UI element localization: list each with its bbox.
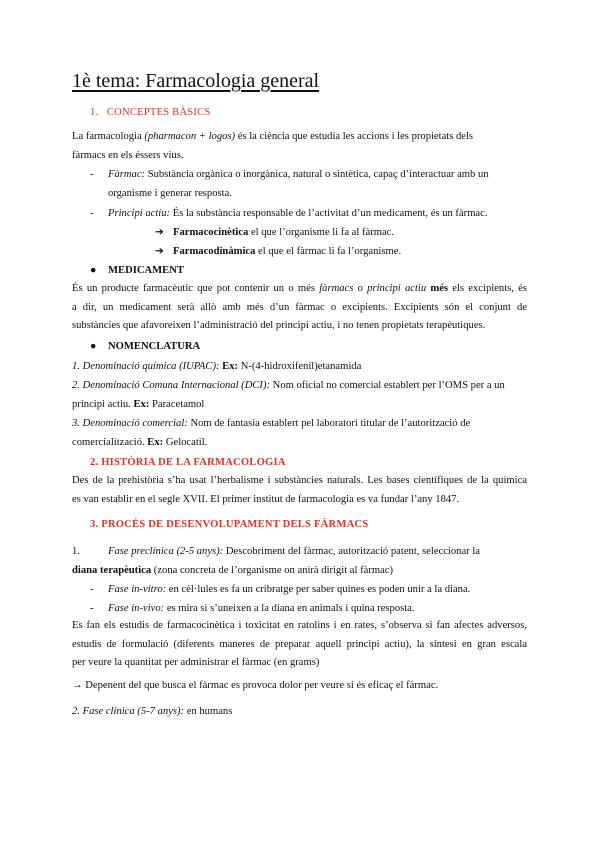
nomenclatura-heading: NOMENCLATURA [108, 341, 201, 352]
fase-in-vivo [108, 602, 415, 616]
phase-label: 2. Fase clínica (5-7 anys): [72, 706, 185, 717]
farmacocinetica-item [173, 226, 394, 240]
item-text: Nom de fantasia establert pel laboratori titular de l’autorització de [187, 418, 471, 429]
phase-text: es mira si s’uneixen a la diana en animals i quina resposta. [164, 603, 415, 614]
item-text: el que el fàrmac li fa l’organisme. [255, 246, 402, 257]
nomenclature-item-1 [72, 360, 361, 374]
page-title: 1è tema: Farmacologia general [72, 70, 320, 92]
definition-text: Substància orgànica o inorgànica, natural o sintètica, capaç d’interactuar amb un [145, 169, 489, 180]
definition-text: És la substància responsable de l’activitat d’un medicament, és un fàrmac. [170, 208, 488, 219]
dash-bullet: - [90, 208, 94, 219]
item-label: 3. Denominació comercial: [72, 418, 188, 429]
section-1-heading [90, 106, 210, 120]
medicament-line-2: a dir, un medicament serà allò amb més d’un fàrmac o excipients. Excipients són el conjunt de [72, 301, 527, 313]
emphasis: més [426, 283, 449, 294]
arrow-note: → Depenent del que busca el fàrmac es provoca dolor per veure si és eficaç el fàrmac. [72, 680, 439, 691]
section-1-title: CONCEPTES BÀSICS [106, 107, 211, 118]
intro-text: La farmacologia [72, 131, 145, 142]
phase-1-line [108, 545, 480, 559]
item-text: N-(4-hidroxifenil)etanamida [238, 361, 362, 372]
medicament-line-1 [72, 280, 527, 299]
section-2-heading: 2. HISTÒRIA DE LA FARMACOLOGIA [90, 457, 286, 468]
text: o [353, 283, 368, 294]
studies-line-2: estudis de formulació (diferents maneres de preparar aquell principi actiu), la síntesi en gran escala [72, 638, 527, 650]
item-text: comercialització. [72, 437, 148, 448]
item-label: 1. Denominació química (IUPAC): [72, 361, 220, 372]
phase-label: Fase in-vitro: [108, 584, 167, 595]
dash-bullet: - [90, 584, 94, 595]
definition-principi-actiu [108, 207, 487, 221]
intro-text: és la ciència que estudia les accions i les propietats dels [235, 131, 474, 142]
dash-bullet: - [90, 603, 94, 614]
history-paragraph [72, 472, 527, 509]
item-text: Nom oficial no comercial establert per l’OMS per a un [270, 380, 505, 391]
arrow-bullet-icon: ➔ [155, 246, 164, 257]
text: És un producte farmacèutic que pot contenir un o més [72, 283, 320, 294]
definition-farmac-cont: organisme i generar resposta. [108, 188, 232, 199]
section-3-heading: 3. PROCÉS DE DESENVOLUPAMENT DELS FÀRMACS [90, 519, 369, 530]
intro-etymology: (pharmacon + logos) [144, 131, 236, 142]
phase-text: en humans [184, 706, 233, 717]
item-text: principi actiu. [72, 399, 134, 410]
example-label: Ex: [219, 361, 239, 372]
item-label: 2. Denominació Comuna Internacional (DCI): [72, 380, 271, 391]
dot-bullet: ● [90, 265, 97, 276]
text: els excipients, és [448, 283, 527, 294]
definition-farmac [108, 168, 489, 182]
item-text: el que l’organisme li fa al fàrmac. [248, 227, 395, 238]
item-text: Gelocatil. [163, 437, 208, 448]
term-farmacocinetica: Farmacocinètica [173, 227, 249, 238]
term-farmac: Fàrmac: [108, 169, 146, 180]
phase-2-line [72, 705, 232, 719]
phase-text: en cèl·lules es fa un cribratge per saber quines es poden unir a la diana. [166, 584, 471, 595]
phase-1-number: 1. [72, 546, 80, 557]
term-farmacodinamica: Farmacodinàmica [173, 246, 256, 257]
dash-bullet: - [90, 169, 94, 180]
phase-1-line-2 [72, 564, 393, 578]
phase-text: Descobriment del fàrmac, autorització patent, seleccionar la [223, 546, 480, 557]
item-text: Paracetamol [149, 399, 205, 410]
arrow-bullet-icon: ➔ [155, 227, 164, 238]
term: fàrmacs [319, 283, 354, 294]
example-label: Ex: [147, 437, 164, 448]
studies-line-1: Es fan els estudis de farmacocinètica i toxicitat en ratolins i en rates, s’observa si fan afectes adversos, [72, 620, 527, 631]
example-label: Ex: [133, 399, 150, 410]
medicament-line-3: substàncies que afavoreixen l’administració del principi actiu, i no tenen propietats terapèutiques. [72, 320, 486, 331]
intro-line-2: fàrmacs en els éssers vius. [72, 150, 184, 161]
nomenclature-item-2 [72, 379, 505, 393]
studies-paragraph [72, 617, 527, 673]
term: principi actiu [367, 283, 427, 294]
term-principi-actiu: Principi actiu: [108, 208, 171, 219]
fase-in-vitro [108, 583, 470, 597]
farmacodinamica-item [173, 245, 401, 259]
phase-text: (zona concreta de l’organisme on anirà dirigit al fàrmac) [151, 565, 394, 576]
phase-label: Fase preclínica (2-5 anys): [108, 546, 224, 557]
studies-line-3: per veure la quantitat per administrar el fàrmac (en grams) [72, 657, 320, 668]
dot-bullet: ● [90, 341, 97, 352]
phase-label: Fase in-vivo: [108, 603, 165, 614]
nomenclature-item-3-cont [72, 436, 207, 450]
medicament-paragraph [72, 280, 527, 336]
intro-line-1 [72, 130, 473, 144]
nomenclature-item-3 [72, 417, 470, 431]
nomenclature-item-2-cont [72, 398, 204, 412]
history-line-2: es van establir en el segle XVII. El primer institut de farmacologia es va fundar l’any 1847. [72, 493, 460, 505]
medicament-heading: MEDICAMENT [108, 265, 184, 276]
section-1-number: 1. [90, 107, 99, 118]
term-diana-terapeutica: diana terapèutica [72, 565, 152, 576]
history-line-1: Des de la prehistòria s’ha usat l’herbalisme i substàncies naturals. Les bases científiques de la química [72, 475, 527, 486]
